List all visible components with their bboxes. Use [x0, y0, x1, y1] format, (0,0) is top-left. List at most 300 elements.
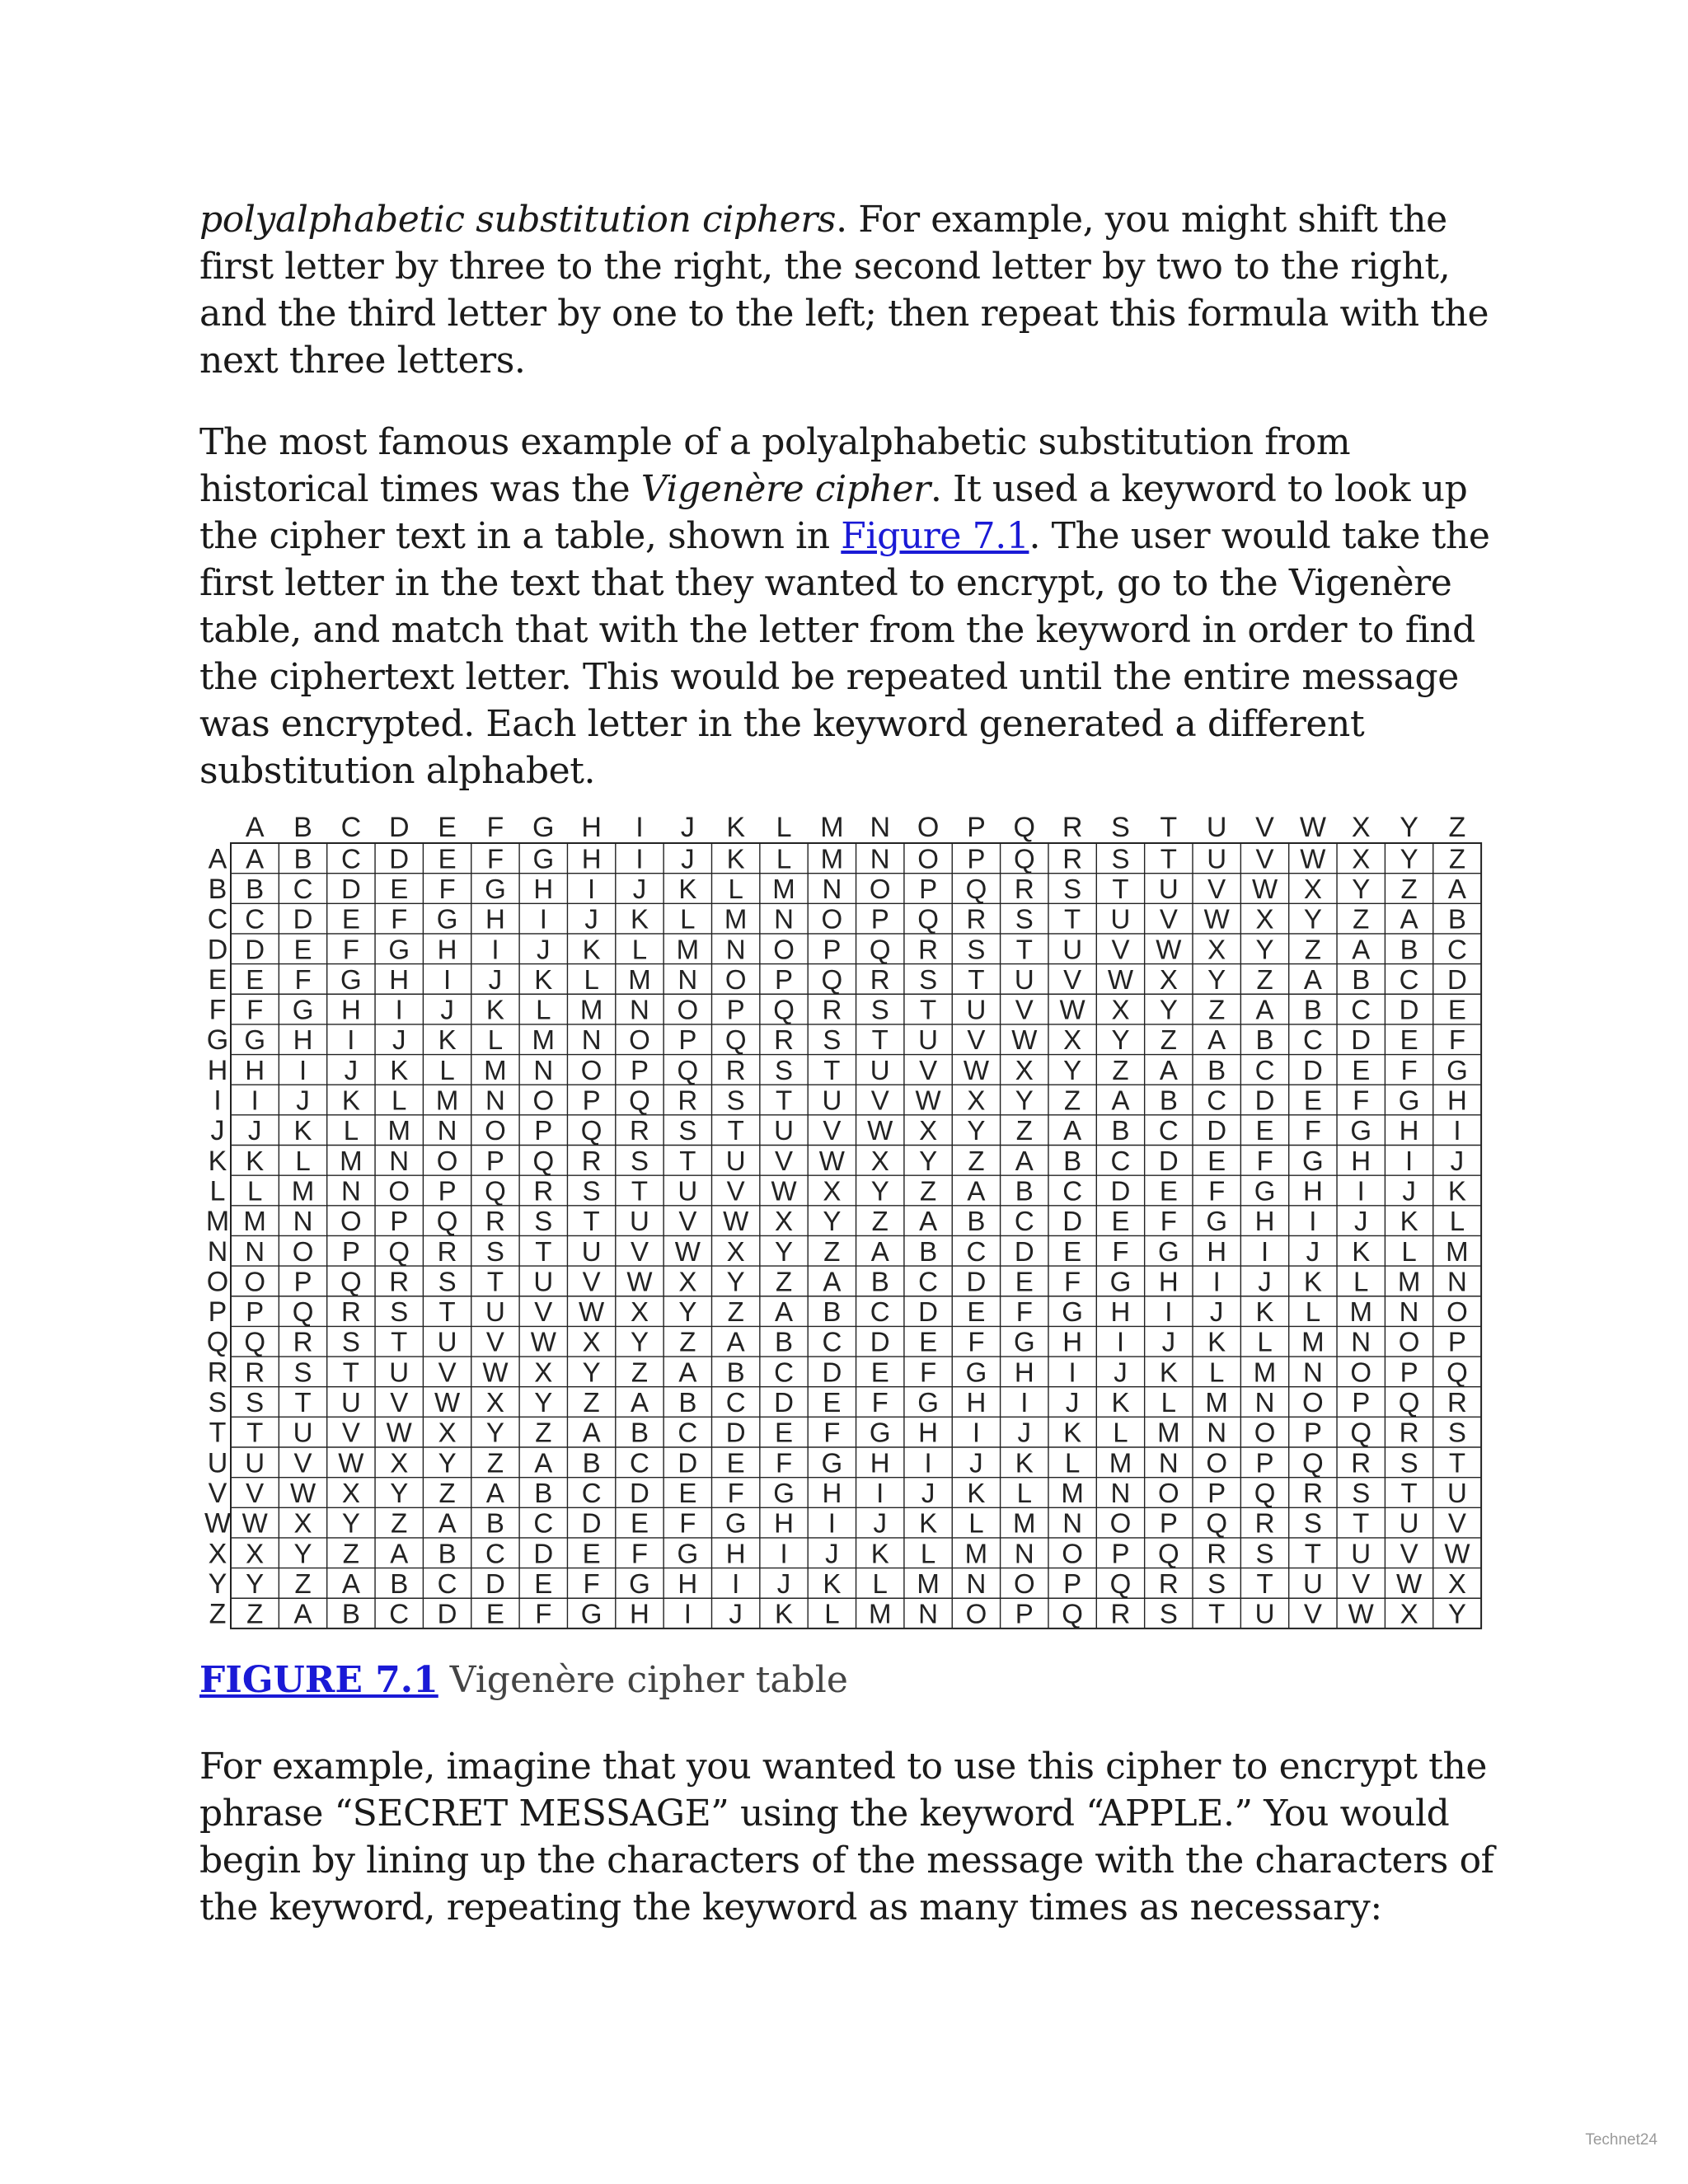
table-cell: A: [1159, 1054, 1178, 1085]
table-cell: U: [725, 1145, 746, 1176]
table-cell: G: [532, 843, 555, 874]
table-cell: J: [584, 903, 598, 935]
table-cell: E: [582, 1538, 601, 1569]
table-cell: N: [340, 1175, 361, 1207]
table-cell: I: [491, 934, 499, 965]
table-cell: F: [1304, 1115, 1321, 1146]
table-cell: L: [1160, 1387, 1177, 1418]
table-cell: C: [725, 1387, 746, 1418]
table-cell: Y: [726, 1266, 745, 1297]
table-cell: P: [293, 1266, 312, 1297]
table-cell: A: [1352, 934, 1371, 965]
table-cell: O: [485, 1115, 506, 1146]
table-cell: C: [1207, 1085, 1227, 1116]
table-cell: A: [1015, 1145, 1034, 1176]
table-cell: Y: [1207, 963, 1226, 995]
table-cell: H: [293, 1024, 313, 1056]
table-cell: C: [437, 1568, 457, 1599]
table-cell: R: [870, 963, 890, 995]
table-cell: U: [774, 1115, 794, 1146]
table-cell: G: [1013, 1326, 1035, 1357]
table-cell: I: [1165, 1296, 1173, 1328]
table-cell: Q: [1350, 1417, 1372, 1448]
table-cell: B: [823, 1296, 842, 1328]
table-cell: W: [289, 1477, 316, 1508]
table-cell: R: [1351, 1447, 1372, 1479]
table-cell: Z: [823, 1235, 841, 1267]
table-cell: H: [725, 1538, 746, 1569]
table-cell: W: [338, 1447, 364, 1479]
column-header: L: [776, 812, 792, 843]
table-cell: E: [1015, 1266, 1034, 1297]
table-cell: U: [293, 1417, 313, 1448]
table-cell: K: [485, 994, 504, 1025]
table-cell: U: [1302, 1568, 1323, 1599]
table-cell: K: [534, 963, 553, 995]
table-cell: R: [1014, 873, 1034, 904]
table-cell: E: [341, 903, 360, 935]
table-cell: O: [532, 1085, 555, 1116]
table-cell: K: [293, 1115, 312, 1146]
table-cell: Z: [535, 1417, 552, 1448]
table-cell: M: [1349, 1296, 1372, 1328]
table-cell: S: [293, 1357, 312, 1388]
table-cell: M: [1301, 1326, 1325, 1357]
table-cell: M: [917, 1568, 940, 1599]
table-cell: N: [1399, 1296, 1419, 1328]
table-cell: M: [291, 1175, 315, 1207]
column-header: P: [967, 812, 986, 843]
table-cell: D: [1399, 994, 1419, 1025]
table-cell: Q: [532, 1145, 555, 1176]
table-cell: J: [1306, 1235, 1320, 1267]
table-cell: P: [1063, 1568, 1082, 1599]
table-cell: Z: [438, 1477, 456, 1508]
table-cell: N: [533, 1054, 554, 1085]
table-cell: Z: [1400, 873, 1418, 904]
row-header: A: [208, 843, 227, 875]
table-cell: R: [1302, 1477, 1323, 1508]
table-cell: Y: [582, 1357, 601, 1388]
table-cell: Q: [388, 1235, 410, 1267]
table-cell: H: [533, 873, 554, 904]
row-header: E: [208, 963, 227, 996]
table-cell: A: [1207, 1024, 1226, 1056]
table-cell: F: [1448, 1024, 1466, 1056]
table-cell: Y: [341, 1507, 360, 1539]
table-cell: O: [1447, 1296, 1468, 1328]
table-cell: G: [1254, 1175, 1276, 1207]
row-header: R: [207, 1357, 228, 1389]
table-cell: O: [724, 963, 747, 995]
table-cell: E: [485, 1598, 504, 1629]
table-cell: I: [732, 1568, 740, 1599]
table-cell: X: [1111, 994, 1130, 1025]
row-header: H: [207, 1054, 228, 1086]
table-cell: Z: [246, 1598, 264, 1629]
table-cell: Y: [1111, 1024, 1130, 1056]
table-cell: M: [1109, 1447, 1132, 1479]
table-cell: V: [678, 1206, 697, 1237]
table-cell: H: [1110, 1296, 1131, 1328]
table-cell: C: [533, 1507, 554, 1539]
table-cell: I: [1212, 1266, 1221, 1297]
table-cell: O: [821, 903, 843, 935]
table-cell: B: [775, 1326, 794, 1357]
table-cell: Z: [583, 1387, 600, 1418]
table-cell: M: [387, 1115, 410, 1146]
table-cell: Z: [391, 1507, 408, 1539]
table-cell: H: [1447, 1085, 1467, 1116]
table-cell: V: [1063, 963, 1082, 995]
figure-caption-label[interactable]: FIGURE 7.1: [199, 1659, 438, 1701]
table-cell: B: [1015, 1175, 1034, 1207]
table-cell: L: [1353, 1266, 1369, 1297]
table-cell: E: [1159, 1175, 1178, 1207]
table-cell: C: [822, 1326, 842, 1357]
table-cell: V: [1255, 843, 1274, 874]
table-cell: X: [919, 1115, 938, 1146]
table-cell: B: [967, 1206, 986, 1237]
table-cell: N: [1351, 1326, 1372, 1357]
table-cell: E: [775, 1417, 794, 1448]
table-cell: P: [678, 1024, 697, 1056]
table-cell: L: [295, 1145, 311, 1176]
table-cell: F: [535, 1598, 552, 1629]
column-header: C: [340, 812, 362, 843]
table-cell: Q: [677, 1054, 699, 1085]
table-cell: K: [246, 1145, 265, 1176]
table-cell: G: [1447, 1054, 1468, 1085]
table-cell: B: [1303, 994, 1322, 1025]
table-cell: T: [1015, 934, 1033, 965]
table-cell: L: [824, 1598, 840, 1629]
table-cell: R: [533, 1175, 554, 1207]
table-cell: N: [437, 1115, 457, 1146]
table-cell: S: [775, 1054, 794, 1085]
table-cell: U: [389, 1357, 410, 1388]
table-cell: B: [1352, 963, 1371, 995]
table-cell: R: [678, 1085, 698, 1116]
table-cell: Y: [1255, 934, 1274, 965]
table-cell: O: [244, 1266, 266, 1297]
table-cell: G: [1157, 1235, 1179, 1267]
table-cell: U: [1207, 843, 1227, 874]
table-cell: I: [683, 1598, 692, 1629]
table-cell: L: [343, 1115, 359, 1146]
table-cell: D: [1062, 1206, 1083, 1237]
table-cell: U: [1014, 963, 1034, 995]
table-cell: U: [1399, 1507, 1419, 1539]
table-cell: T: [583, 1206, 600, 1237]
table-cell: K: [870, 1538, 889, 1569]
table-cell: P: [1111, 1538, 1130, 1569]
table-cell: O: [1206, 1447, 1228, 1479]
table-cell: W: [1251, 873, 1278, 904]
table-cell: B: [1400, 934, 1418, 965]
table-cell: H: [1254, 1206, 1275, 1237]
table-cell: H: [1062, 1326, 1083, 1357]
table-cell: I: [635, 843, 644, 874]
table-cell: A: [293, 1598, 312, 1629]
table-cell: V: [534, 1296, 553, 1328]
table-cell: C: [293, 873, 313, 904]
table-cell: V: [1159, 903, 1178, 935]
table-cell: F: [438, 873, 456, 904]
table-cell: W: [723, 1206, 749, 1237]
table-cell: U: [533, 1266, 554, 1297]
table-cell: H: [437, 934, 457, 965]
table-cell: P: [870, 903, 889, 935]
table-cell: N: [245, 1235, 265, 1267]
table-cell: O: [1157, 1477, 1179, 1508]
table-cell: T: [1112, 873, 1129, 904]
table-cell: P: [775, 963, 794, 995]
table-cell: M: [484, 1054, 507, 1085]
table-cell: Z: [1112, 1054, 1129, 1085]
row-header: F: [209, 994, 227, 1026]
table-cell: P: [534, 1115, 553, 1146]
table-cell: W: [963, 1054, 990, 1085]
table-cell: R: [1254, 1507, 1275, 1539]
table-cell: G: [485, 873, 506, 904]
table-cell: W: [818, 1145, 845, 1176]
table-cell: J: [632, 873, 647, 904]
table-cell: M: [532, 1024, 556, 1056]
table-cell: P: [485, 1145, 504, 1176]
table-cell: N: [822, 873, 842, 904]
table-cell: V: [823, 1115, 842, 1146]
table-cell: Z: [1353, 903, 1370, 935]
table-cell: E: [1352, 1054, 1371, 1085]
figure-7-1-link[interactable]: Figure 7.1: [841, 515, 1029, 557]
table-cell: G: [677, 1538, 699, 1569]
table-cell: A: [341, 1568, 360, 1599]
table-cell: M: [435, 1085, 459, 1116]
table-cell: U: [1158, 873, 1179, 904]
table-cell: S: [1207, 1568, 1226, 1599]
table-cell: L: [631, 934, 648, 965]
table-cell: Q: [1302, 1447, 1324, 1479]
table-cell: I: [1116, 1326, 1125, 1357]
table-cell: R: [1399, 1417, 1419, 1448]
table-cell: O: [1062, 1538, 1083, 1569]
table-cell: F: [342, 934, 359, 965]
table-cell: J: [681, 843, 695, 874]
table-cell: G: [869, 1417, 891, 1448]
term-polyalphabetic: polyalphabetic substitution ciphers: [199, 199, 837, 241]
table-cell: P: [1352, 1387, 1371, 1418]
table-cell: N: [630, 994, 649, 1025]
table-cell: L: [439, 1054, 455, 1085]
table-cell: P: [390, 1206, 409, 1237]
table-cell: O: [388, 1175, 410, 1207]
table-cell: E: [390, 873, 409, 904]
table-cell: B: [1255, 1024, 1274, 1056]
table-cell: E: [1063, 1235, 1082, 1267]
table-cell: Y: [438, 1447, 457, 1479]
table-cell: H: [678, 1568, 698, 1599]
table-cell: J: [488, 963, 503, 995]
table-cell: M: [820, 843, 844, 874]
table-cell: D: [1110, 1175, 1131, 1207]
table-cell: Z: [1304, 934, 1321, 965]
table-cell: D: [581, 1507, 602, 1539]
table-cell: R: [437, 1235, 457, 1267]
table-cell: C: [1399, 963, 1419, 995]
table-cell: M: [1397, 1266, 1421, 1297]
table-cell: I: [1357, 1175, 1365, 1207]
table-cell: Y: [775, 1235, 794, 1267]
table-cell: L: [968, 1507, 984, 1539]
table-cell: T: [1353, 1507, 1370, 1539]
table-cell: B: [390, 1568, 409, 1599]
table-cell: H: [1399, 1115, 1419, 1146]
table-cell: I: [395, 994, 403, 1025]
table-cell: E: [246, 963, 265, 995]
row-header: U: [207, 1447, 228, 1479]
table-cell: A: [1447, 873, 1466, 904]
table-cell: N: [870, 843, 890, 874]
table-cell: K: [630, 903, 649, 935]
table-cell: C: [774, 1357, 794, 1388]
table-cell: N: [485, 1085, 505, 1116]
table-cell: A: [390, 1538, 409, 1569]
paragraph-2-text-b: . It used a keyword to look up the cipher text in a table, shown in: [199, 468, 1468, 557]
table-cell: Y: [1015, 1085, 1034, 1116]
table-cell: U: [966, 994, 987, 1025]
table-cell: W: [579, 1296, 605, 1328]
table-cell: S: [534, 1206, 553, 1237]
table-cell: X: [438, 1417, 457, 1448]
table-cell: A: [1255, 994, 1274, 1025]
table-cell: R: [340, 1296, 361, 1328]
table-cell: J: [1065, 1387, 1080, 1418]
table-cell: A: [485, 1477, 504, 1508]
table-cell: W: [1203, 903, 1230, 935]
table-cell: V: [1400, 1538, 1418, 1569]
table-cell: Q: [1206, 1507, 1228, 1539]
table-cell: Z: [294, 1568, 312, 1599]
table-cell: L: [1113, 1417, 1128, 1448]
table-cell: K: [1015, 1447, 1034, 1479]
table-cell: K: [1303, 1266, 1322, 1297]
table-cell: M: [724, 903, 748, 935]
table-cell: H: [630, 1598, 649, 1629]
table-cell: K: [967, 1477, 986, 1508]
table-cell: C: [678, 1417, 698, 1448]
table-cell: N: [581, 1024, 602, 1056]
table-cell: M: [1253, 1357, 1277, 1388]
table-cell: V: [1303, 1598, 1322, 1629]
table-cell: J: [969, 1447, 983, 1479]
table-cell: V: [1015, 994, 1034, 1025]
table-cell: T: [1064, 903, 1081, 935]
row-header: M: [205, 1206, 230, 1238]
table-cell: T: [1400, 1477, 1418, 1508]
table-cell: O: [917, 843, 939, 874]
table-cell: U: [918, 1024, 938, 1056]
table-cell: H: [774, 1507, 794, 1539]
table-cell: S: [1159, 1598, 1178, 1629]
table-cell: U: [678, 1175, 698, 1207]
table-cell: S: [1352, 1477, 1371, 1508]
table-cell: N: [918, 1598, 938, 1629]
table-cell: B: [485, 1507, 504, 1539]
table-cell: Y: [1352, 873, 1371, 904]
table-cell: I: [251, 1085, 259, 1116]
table-cell: G: [340, 963, 362, 995]
table-cell: S: [870, 994, 889, 1025]
table-cell: Q: [1062, 1598, 1083, 1629]
table-cell: Q: [965, 873, 987, 904]
table-cell: S: [1303, 1507, 1322, 1539]
row-header: W: [204, 1507, 232, 1540]
table-cell: E: [534, 1568, 553, 1599]
table-cell: K: [1400, 1206, 1418, 1237]
table-cell: C: [1351, 994, 1372, 1025]
table-cell: O: [1109, 1507, 1132, 1539]
table-cell: B: [1447, 903, 1466, 935]
table-cell: R: [1207, 1538, 1227, 1569]
table-cell: U: [340, 1387, 361, 1418]
table-cell: R: [725, 1054, 746, 1085]
table-cell: N: [966, 1568, 987, 1599]
table-cell: J: [392, 1024, 406, 1056]
table-cell: D: [1447, 963, 1467, 995]
table-cell: J: [1353, 1206, 1368, 1237]
table-cell: I: [539, 903, 547, 935]
row-header: P: [208, 1296, 227, 1329]
table-cell: T: [294, 1387, 312, 1418]
table-cell: C: [918, 1266, 938, 1297]
table-cell: X: [246, 1538, 265, 1569]
table-cell: X: [1207, 934, 1226, 965]
table-cell: V: [1111, 934, 1130, 965]
table-cell: Y: [293, 1538, 312, 1569]
table-cell: W: [1300, 843, 1326, 874]
table-cell: R: [1158, 1568, 1179, 1599]
row-header: Z: [209, 1598, 227, 1630]
table-cell: J: [729, 1598, 743, 1629]
table-cell: D: [678, 1447, 698, 1479]
table-cell: Y: [870, 1175, 889, 1207]
table-cell: Z: [1256, 963, 1273, 995]
table-cell: U: [581, 1235, 602, 1267]
row-header: Y: [208, 1568, 227, 1600]
table-cell: K: [726, 843, 745, 874]
table-cell: B: [1159, 1085, 1178, 1116]
table-cell: D: [725, 1417, 746, 1448]
table-cell: T: [1256, 1568, 1273, 1599]
table-cell: E: [678, 1477, 697, 1508]
table-cell: D: [1351, 1024, 1372, 1056]
table-cell: V: [1447, 1507, 1466, 1539]
table-cell: V: [1207, 873, 1226, 904]
column-header: E: [438, 812, 457, 843]
table-cell: W: [626, 1266, 653, 1297]
table-cell: J: [344, 1054, 359, 1085]
table-cell: S: [630, 1145, 649, 1176]
table-cell: Q: [244, 1326, 266, 1357]
column-header: K: [726, 812, 746, 843]
table-cell: T: [1208, 1598, 1226, 1629]
table-cell: M: [1013, 1507, 1036, 1539]
table-cell: U: [822, 1085, 842, 1116]
table-cell: Z: [727, 1296, 744, 1328]
table-cell: P: [1447, 1326, 1466, 1357]
table-cell: L: [872, 1568, 888, 1599]
